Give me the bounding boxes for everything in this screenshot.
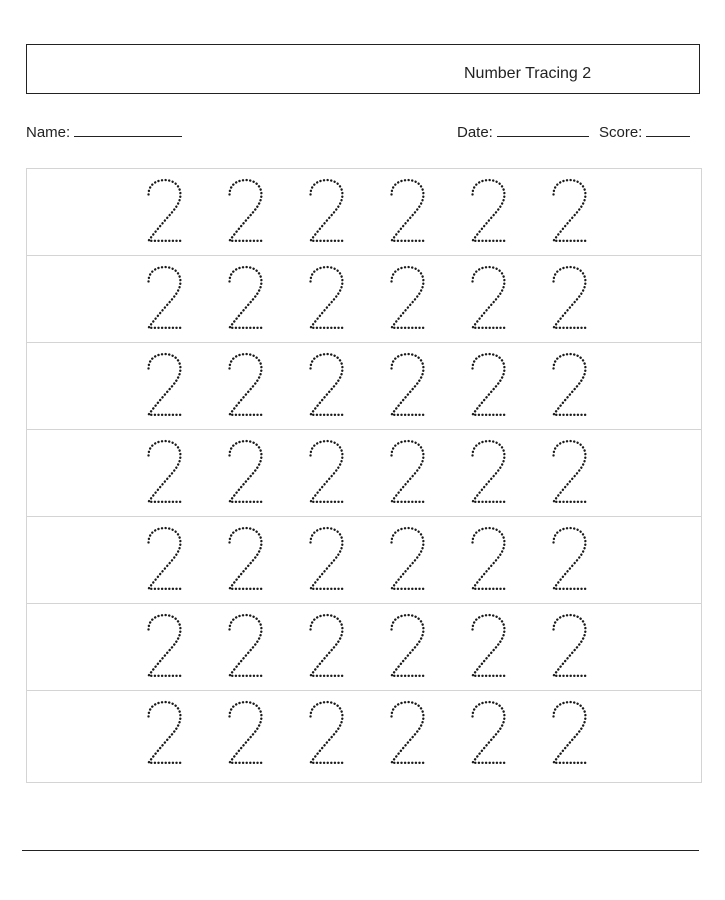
digit-dot-path bbox=[311, 528, 345, 589]
digit-dot-path bbox=[230, 267, 264, 328]
digit-dot-path bbox=[392, 528, 426, 589]
date-label: Date: bbox=[457, 124, 493, 141]
traceable-digit[interactable] bbox=[303, 525, 363, 595]
dotted-digit-two bbox=[384, 699, 432, 769]
traceable-digit[interactable] bbox=[222, 177, 282, 247]
dotted-digit-two bbox=[141, 699, 189, 769]
tracing-row bbox=[27, 604, 701, 691]
traceable-digit[interactable] bbox=[465, 525, 525, 595]
traceable-digit[interactable] bbox=[465, 438, 525, 508]
dotted-digit-two bbox=[546, 438, 594, 508]
dotted-digit-two bbox=[465, 177, 513, 247]
traceable-digit[interactable] bbox=[546, 438, 606, 508]
traceable-digit[interactable] bbox=[465, 264, 525, 334]
traceable-digit[interactable] bbox=[465, 699, 525, 769]
traceable-digit[interactable] bbox=[465, 351, 525, 421]
digit-dot-path bbox=[230, 354, 264, 415]
digit-dot-path bbox=[149, 441, 183, 502]
dotted-digit-two bbox=[303, 351, 351, 421]
traceable-digit[interactable] bbox=[222, 612, 282, 682]
title-box bbox=[26, 44, 700, 94]
digit-dot-path bbox=[554, 180, 588, 241]
dotted-digit-two bbox=[465, 438, 513, 508]
digit-dot-path bbox=[473, 180, 507, 241]
name-label: Name: bbox=[26, 124, 71, 141]
dotted-digit-two bbox=[303, 177, 351, 247]
traceable-digit[interactable] bbox=[141, 177, 201, 247]
digit-dot-path bbox=[554, 267, 588, 328]
tracing-row bbox=[27, 691, 701, 778]
dotted-digit-two bbox=[222, 351, 270, 421]
digit-dot-path bbox=[392, 180, 426, 241]
dotted-digit-two bbox=[222, 177, 270, 247]
digit-dot-path bbox=[473, 354, 507, 415]
dotted-digit-two bbox=[546, 177, 594, 247]
traceable-digit[interactable] bbox=[222, 351, 282, 421]
digit-dot-path bbox=[230, 615, 264, 676]
dotted-digit-two bbox=[222, 438, 270, 508]
traceable-digit[interactable] bbox=[384, 525, 444, 595]
digit-dot-path bbox=[311, 615, 345, 676]
dotted-digit-two bbox=[141, 177, 189, 247]
digit-dot-path bbox=[311, 354, 345, 415]
traceable-digit[interactable] bbox=[303, 438, 363, 508]
dotted-digit-two bbox=[222, 264, 270, 334]
dotted-digit-two bbox=[546, 264, 594, 334]
digit-dot-path bbox=[149, 180, 183, 241]
dotted-digit-two bbox=[384, 612, 432, 682]
digit-dot-path bbox=[311, 180, 345, 241]
tracing-row bbox=[27, 517, 701, 604]
traceable-digit[interactable] bbox=[303, 177, 363, 247]
tracing-row bbox=[27, 169, 701, 256]
tracing-grid bbox=[26, 168, 702, 783]
digit-dot-path bbox=[473, 528, 507, 589]
traceable-digit[interactable] bbox=[546, 177, 606, 247]
traceable-digit[interactable] bbox=[384, 612, 444, 682]
digit-dot-path bbox=[554, 354, 588, 415]
traceable-digit[interactable] bbox=[384, 699, 444, 769]
traceable-digit[interactable] bbox=[384, 438, 444, 508]
name-field bbox=[26, 122, 182, 141]
digit-dot-path bbox=[149, 354, 183, 415]
digit-dot-path bbox=[230, 441, 264, 502]
dotted-digit-two bbox=[141, 351, 189, 421]
digit-dot-path bbox=[311, 441, 345, 502]
digit-dot-path bbox=[392, 267, 426, 328]
digit-dot-path bbox=[392, 702, 426, 763]
traceable-digit[interactable] bbox=[546, 264, 606, 334]
dotted-digit-two bbox=[546, 525, 594, 595]
traceable-digit[interactable] bbox=[303, 351, 363, 421]
traceable-digit[interactable] bbox=[384, 264, 444, 334]
traceable-digit[interactable] bbox=[141, 699, 201, 769]
traceable-digit[interactable] bbox=[222, 438, 282, 508]
tracing-row bbox=[27, 343, 701, 430]
dotted-digit-two bbox=[303, 525, 351, 595]
traceable-digit[interactable] bbox=[384, 177, 444, 247]
traceable-digit[interactable] bbox=[141, 438, 201, 508]
digit-dot-path bbox=[392, 354, 426, 415]
tracing-row bbox=[27, 256, 701, 343]
traceable-digit[interactable] bbox=[141, 525, 201, 595]
dotted-digit-two bbox=[384, 351, 432, 421]
digit-dot-path bbox=[230, 702, 264, 763]
dotted-digit-two bbox=[141, 264, 189, 334]
dotted-digit-two bbox=[222, 525, 270, 595]
dotted-digit-two bbox=[465, 525, 513, 595]
traceable-digit[interactable] bbox=[222, 699, 282, 769]
traceable-digit[interactable] bbox=[222, 264, 282, 334]
dotted-digit-two bbox=[303, 612, 351, 682]
dotted-digit-two bbox=[303, 264, 351, 334]
traceable-digit[interactable] bbox=[141, 612, 201, 682]
digit-dot-path bbox=[473, 441, 507, 502]
digit-dot-path bbox=[473, 702, 507, 763]
footer-divider bbox=[22, 850, 699, 851]
date-input-line[interactable] bbox=[497, 122, 589, 137]
dotted-digit-two bbox=[384, 438, 432, 508]
date-field bbox=[457, 122, 589, 141]
dotted-digit-two bbox=[141, 612, 189, 682]
traceable-digit[interactable] bbox=[546, 699, 606, 769]
digit-dot-path bbox=[554, 441, 588, 502]
traceable-digit[interactable] bbox=[546, 525, 606, 595]
dotted-digit-two bbox=[303, 438, 351, 508]
digit-dot-path bbox=[230, 180, 264, 241]
score-input-line[interactable] bbox=[646, 122, 690, 137]
traceable-digit[interactable] bbox=[141, 264, 201, 334]
worksheet-title: Number Tracing 2 bbox=[464, 65, 592, 82]
digit-dot-path bbox=[554, 528, 588, 589]
traceable-digit[interactable] bbox=[141, 351, 201, 421]
digit-dot-path bbox=[149, 528, 183, 589]
dotted-digit-two bbox=[465, 264, 513, 334]
digit-dot-path bbox=[311, 702, 345, 763]
dotted-digit-two bbox=[141, 438, 189, 508]
dotted-digit-two bbox=[465, 612, 513, 682]
digit-dot-path bbox=[554, 615, 588, 676]
digit-dot-path bbox=[149, 702, 183, 763]
digit-dot-path bbox=[392, 441, 426, 502]
dotted-digit-two bbox=[465, 351, 513, 421]
traceable-digit[interactable] bbox=[384, 351, 444, 421]
dotted-digit-two bbox=[546, 612, 594, 682]
digit-dot-path bbox=[149, 615, 183, 676]
traceable-digit[interactable] bbox=[303, 264, 363, 334]
traceable-digit[interactable] bbox=[465, 177, 525, 247]
dotted-digit-two bbox=[384, 264, 432, 334]
digit-dot-path bbox=[392, 615, 426, 676]
traceable-digit[interactable] bbox=[303, 612, 363, 682]
dotted-digit-two bbox=[546, 351, 594, 421]
dotted-digit-two bbox=[222, 612, 270, 682]
digit-dot-path bbox=[149, 267, 183, 328]
dotted-digit-two bbox=[222, 699, 270, 769]
dotted-digit-two bbox=[546, 699, 594, 769]
traceable-digit[interactable] bbox=[222, 525, 282, 595]
traceable-digit[interactable] bbox=[303, 699, 363, 769]
dotted-digit-two bbox=[141, 525, 189, 595]
digit-dot-path bbox=[473, 267, 507, 328]
score-label: Score: bbox=[599, 124, 643, 141]
dotted-digit-two bbox=[465, 699, 513, 769]
name-input-line[interactable] bbox=[74, 122, 182, 137]
digit-dot-path bbox=[230, 528, 264, 589]
dotted-digit-two bbox=[384, 525, 432, 595]
traceable-digit[interactable] bbox=[465, 612, 525, 682]
dotted-digit-two bbox=[384, 177, 432, 247]
digit-dot-path bbox=[554, 702, 588, 763]
tracing-row bbox=[27, 430, 701, 517]
dotted-digit-two bbox=[303, 699, 351, 769]
score-field bbox=[599, 122, 690, 141]
traceable-digit[interactable] bbox=[546, 612, 606, 682]
digit-dot-path bbox=[473, 615, 507, 676]
digit-dot-path bbox=[311, 267, 345, 328]
traceable-digit[interactable] bbox=[546, 351, 606, 421]
